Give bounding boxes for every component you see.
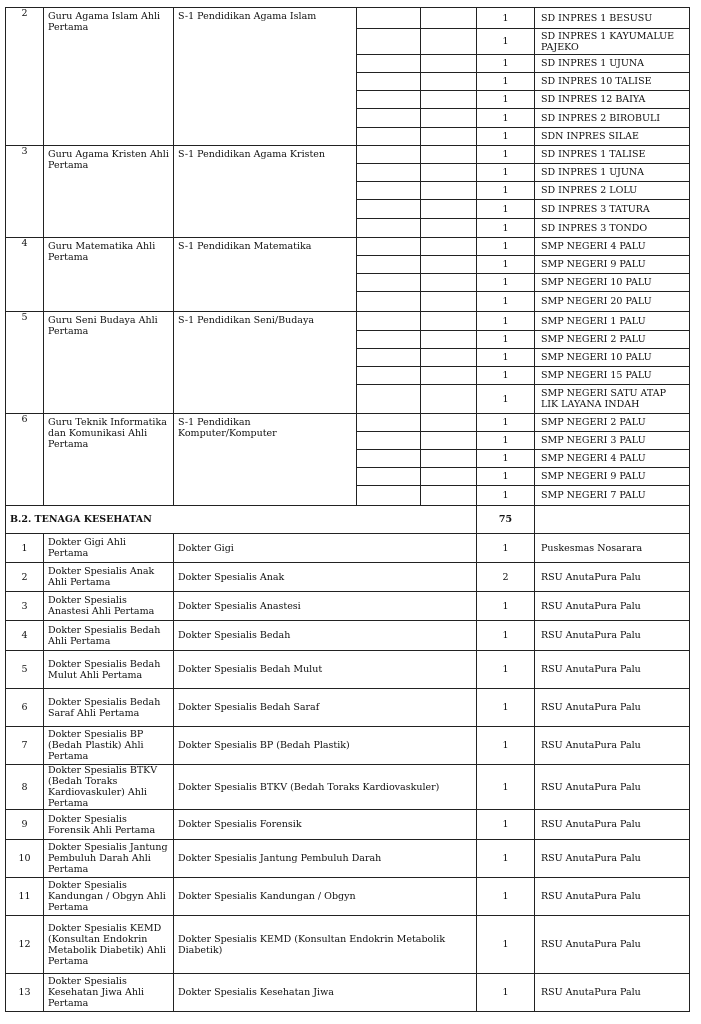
- quantity-cell: 1: [477, 182, 535, 200]
- jabatan-cell: Dokter Spesialis Bedah Ahli Pertama: [44, 621, 174, 651]
- location-cell: SMP NEGERI 10 PALU: [535, 349, 690, 367]
- empty-cell: [357, 367, 421, 385]
- quantity-cell: 1: [477, 109, 535, 128]
- empty-cell: [421, 450, 477, 468]
- quantity-cell: 1: [477, 238, 535, 256]
- location-cell: SMP NEGERI 15 PALU: [535, 367, 690, 385]
- table-row: [6, 238, 690, 256]
- quantity-cell: 1: [477, 414, 535, 432]
- quantity-cell: 1: [477, 810, 535, 840]
- table-row: [6, 727, 690, 765]
- kualifikasi-cell: Dokter Spesialis Anastesi: [174, 592, 477, 621]
- quantity-cell: 1: [477, 164, 535, 182]
- quantity-cell: 1: [477, 128, 535, 146]
- empty-cell: [421, 331, 477, 349]
- empty-cell: [357, 468, 421, 486]
- jabatan-cell: Dokter Spesialis BP (Bedah Plastik) Ahli Pertama: [44, 727, 174, 765]
- kualifikasi-cell: Dokter Spesialis Bedah Mulut: [174, 651, 477, 689]
- jabatan-cell: Guru Seni Budaya Ahli Pertama: [44, 312, 174, 414]
- kualifikasi-cell: Dokter Spesialis KEMD (Konsultan Endokrin Metabolik Diabetik): [174, 916, 477, 974]
- kualifikasi-cell: S-1 Pendidikan Agama Kristen: [174, 146, 357, 238]
- location-cell: SMP NEGERI 2 PALU: [535, 414, 690, 432]
- empty-cell: [421, 55, 477, 73]
- empty-cell: [421, 274, 477, 292]
- row-number: 3: [6, 592, 44, 621]
- empty-cell: [357, 8, 421, 29]
- location-cell: SD INPRES 10 TALISE: [535, 73, 690, 91]
- empty-cell: [421, 164, 477, 182]
- empty-cell: [357, 219, 421, 238]
- empty-cell: [357, 274, 421, 292]
- kualifikasi-cell: Dokter Spesialis Jantung Pembuluh Darah: [174, 840, 477, 878]
- table-row: [6, 414, 690, 432]
- row-number: 2: [6, 8, 44, 146]
- empty-cell: [421, 385, 477, 414]
- jabatan-cell: Dokter Spesialis KEMD (Konsultan Endokrin Metabolik Diabetik) Ahli Pertama: [44, 916, 174, 974]
- kualifikasi-cell: S-1 Pendidikan Seni/Budaya: [174, 312, 357, 414]
- location-cell: RSU AnutaPura Palu: [535, 651, 690, 689]
- empty-cell: [357, 91, 421, 109]
- empty-cell: [421, 238, 477, 256]
- kualifikasi-cell: S-1 Pendidikan Komputer/Komputer: [174, 414, 357, 506]
- formasi-table: [5, 7, 690, 1012]
- row-number: 1: [6, 534, 44, 563]
- empty-cell: [421, 312, 477, 331]
- empty-cell: [421, 8, 477, 29]
- table-row: [6, 563, 690, 592]
- table-row: [6, 592, 690, 621]
- jabatan-cell: Guru Matematika Ahli Pertama: [44, 238, 174, 312]
- table-row: [6, 312, 690, 331]
- table-row: [6, 146, 690, 164]
- kualifikasi-cell: Dokter Spesialis Forensik: [174, 810, 477, 840]
- kualifikasi-cell: Dokter Spesialis Anak: [174, 563, 477, 592]
- quantity-cell: 1: [477, 55, 535, 73]
- table-row: [6, 810, 690, 840]
- location-cell: SD INPRES 3 TATURA: [535, 200, 690, 219]
- quantity-cell: 1: [477, 292, 535, 312]
- quantity-cell: 1: [477, 840, 535, 878]
- empty-cell: [421, 349, 477, 367]
- quantity-cell: 1: [477, 534, 535, 563]
- quantity-cell: 1: [477, 29, 535, 55]
- quantity-cell: 1: [477, 219, 535, 238]
- jabatan-cell: Guru Agama Islam Ahli Pertama: [44, 8, 174, 146]
- location-cell: RSU AnutaPura Palu: [535, 840, 690, 878]
- table-row: [6, 689, 690, 727]
- location-cell: SMP NEGERI 4 PALU: [535, 238, 690, 256]
- jabatan-cell: Dokter Spesialis Anastesi Ahli Pertama: [44, 592, 174, 621]
- location-cell: SMP NEGERI 2 PALU: [535, 331, 690, 349]
- jabatan-cell: Guru Teknik Informatika dan Komunikasi Ahli Pertama: [44, 414, 174, 506]
- quantity-cell: 1: [477, 91, 535, 109]
- empty-cell: [357, 29, 421, 55]
- jabatan-cell: Dokter Gigi Ahli Pertama: [44, 534, 174, 563]
- location-cell: SD INPRES 2 LOLU: [535, 182, 690, 200]
- quantity-cell: 1: [477, 8, 535, 29]
- empty-cell: [357, 414, 421, 432]
- section-total: 75: [477, 506, 535, 534]
- empty-cell: [357, 55, 421, 73]
- location-cell: SD INPRES 1 UJUNA: [535, 55, 690, 73]
- empty-cell: [357, 486, 421, 506]
- table-row: [6, 651, 690, 689]
- quantity-cell: 1: [477, 468, 535, 486]
- location-cell: SMP NEGERI 7 PALU: [535, 486, 690, 506]
- quantity-cell: 1: [477, 432, 535, 450]
- table-row: [6, 8, 690, 29]
- location-cell: SMP NEGERI 20 PALU: [535, 292, 690, 312]
- empty-cell: [421, 414, 477, 432]
- location-cell: SD INPRES 1 BESUSU: [535, 8, 690, 29]
- section-title: B.2. TENAGA KESEHATAN: [6, 506, 477, 534]
- jabatan-cell: Dokter Spesialis Kandungan / Obgyn Ahli Pertama: [44, 878, 174, 916]
- quantity-cell: 1: [477, 450, 535, 468]
- row-number: 13: [6, 974, 44, 1012]
- quantity-cell: 1: [477, 385, 535, 414]
- row-number: 3: [6, 146, 44, 238]
- empty-cell: [421, 486, 477, 506]
- empty-cell: [535, 506, 690, 534]
- location-cell: SMP NEGERI 9 PALU: [535, 468, 690, 486]
- location-cell: SMP NEGERI SATU ATAP LIK LAYANA INDAH: [535, 385, 690, 414]
- empty-cell: [357, 385, 421, 414]
- empty-cell: [421, 219, 477, 238]
- row-number: 12: [6, 916, 44, 974]
- quantity-cell: 1: [477, 486, 535, 506]
- empty-cell: [421, 432, 477, 450]
- kualifikasi-cell: S-1 Pendidikan Agama Islam: [174, 8, 357, 146]
- quantity-cell: 2: [477, 563, 535, 592]
- location-cell: RSU AnutaPura Palu: [535, 916, 690, 974]
- location-cell: SDN INPRES SILAE: [535, 128, 690, 146]
- location-cell: SMP NEGERI 1 PALU: [535, 312, 690, 331]
- table-row: [6, 974, 690, 1012]
- jabatan-cell: Dokter Spesialis Kesehatan Jiwa Ahli Pertama: [44, 974, 174, 1012]
- kualifikasi-cell: Dokter Spesialis Kandungan / Obgyn: [174, 878, 477, 916]
- empty-cell: [421, 128, 477, 146]
- row-number: 11: [6, 878, 44, 916]
- location-cell: SD INPRES 2 BIROBULI: [535, 109, 690, 128]
- quantity-cell: 1: [477, 312, 535, 331]
- quantity-cell: 1: [477, 592, 535, 621]
- kualifikasi-cell: Dokter Spesialis BP (Bedah Plastik): [174, 727, 477, 765]
- row-number: 9: [6, 810, 44, 840]
- quantity-cell: 1: [477, 367, 535, 385]
- location-cell: SD INPRES 1 UJUNA: [535, 164, 690, 182]
- empty-cell: [357, 73, 421, 91]
- kualifikasi-cell: Dokter Spesialis Bedah: [174, 621, 477, 651]
- location-cell: SMP NEGERI 9 PALU: [535, 256, 690, 274]
- empty-cell: [421, 367, 477, 385]
- quantity-cell: 1: [477, 621, 535, 651]
- quantity-cell: 1: [477, 689, 535, 727]
- quantity-cell: 1: [477, 146, 535, 164]
- row-number: 7: [6, 727, 44, 765]
- quantity-cell: 1: [477, 765, 535, 810]
- kualifikasi-cell: Dokter Spesialis Bedah Saraf: [174, 689, 477, 727]
- quantity-cell: 1: [477, 651, 535, 689]
- location-cell: SMP NEGERI 4 PALU: [535, 450, 690, 468]
- empty-cell: [421, 292, 477, 312]
- empty-cell: [357, 200, 421, 219]
- table-row: [6, 621, 690, 651]
- quantity-cell: 1: [477, 878, 535, 916]
- empty-cell: [357, 164, 421, 182]
- empty-cell: [357, 256, 421, 274]
- location-cell: RSU AnutaPura Palu: [535, 621, 690, 651]
- empty-cell: [357, 312, 421, 331]
- jabatan-cell: Dokter Spesialis Bedah Saraf Ahli Pertama: [44, 689, 174, 727]
- row-number: 4: [6, 621, 44, 651]
- empty-cell: [421, 73, 477, 91]
- row-number: 5: [6, 651, 44, 689]
- quantity-cell: 1: [477, 727, 535, 765]
- empty-cell: [421, 29, 477, 55]
- kualifikasi-cell: Dokter Gigi: [174, 534, 477, 563]
- jabatan-cell: Dokter Spesialis Jantung Pembuluh Darah Ahli Pertama: [44, 840, 174, 878]
- location-cell: RSU AnutaPura Palu: [535, 974, 690, 1012]
- row-number: 6: [6, 689, 44, 727]
- location-cell: RSU AnutaPura Palu: [535, 878, 690, 916]
- row-number: 6: [6, 414, 44, 506]
- location-cell: SMP NEGERI 10 PALU: [535, 274, 690, 292]
- empty-cell: [421, 468, 477, 486]
- jabatan-cell: Dokter Spesialis Bedah Mulut Ahli Pertama: [44, 651, 174, 689]
- empty-cell: [357, 292, 421, 312]
- quantity-cell: 1: [477, 331, 535, 349]
- empty-cell: [421, 146, 477, 164]
- quantity-cell: 1: [477, 274, 535, 292]
- location-cell: RSU AnutaPura Palu: [535, 765, 690, 810]
- location-cell: SD INPRES 1 TALISE: [535, 146, 690, 164]
- location-cell: RSU AnutaPura Palu: [535, 810, 690, 840]
- row-number: 2: [6, 563, 44, 592]
- empty-cell: [357, 450, 421, 468]
- empty-cell: [421, 91, 477, 109]
- location-cell: RSU AnutaPura Palu: [535, 563, 690, 592]
- quantity-cell: 1: [477, 73, 535, 91]
- jabatan-cell: Guru Agama Kristen Ahli Pertama: [44, 146, 174, 238]
- jabatan-cell: Dokter Spesialis BTKV (Bedah Toraks Kardiovaskuler) Ahli Pertama: [44, 765, 174, 810]
- row-number: 4: [6, 238, 44, 312]
- empty-cell: [421, 200, 477, 219]
- quantity-cell: 1: [477, 200, 535, 219]
- jabatan-cell: Dokter Spesialis Forensik Ahli Pertama: [44, 810, 174, 840]
- empty-cell: [357, 128, 421, 146]
- table-row: [6, 765, 690, 810]
- quantity-cell: 1: [477, 974, 535, 1012]
- table-row: [6, 534, 690, 563]
- table-row: [6, 840, 690, 878]
- empty-cell: [357, 182, 421, 200]
- kualifikasi-cell: Dokter Spesialis Kesehatan Jiwa: [174, 974, 477, 1012]
- location-cell: RSU AnutaPura Palu: [535, 689, 690, 727]
- empty-cell: [357, 109, 421, 128]
- location-cell: SD INPRES 1 KAYUMALUE PAJEKO: [535, 29, 690, 55]
- location-cell: RSU AnutaPura Palu: [535, 727, 690, 765]
- table-row: [6, 916, 690, 974]
- kualifikasi-cell: S-1 Pendidikan Matematika: [174, 238, 357, 312]
- empty-cell: [421, 109, 477, 128]
- empty-cell: [357, 331, 421, 349]
- location-cell: SD INPRES 12 BAIYA: [535, 91, 690, 109]
- location-cell: SD INPRES 3 TONDO: [535, 219, 690, 238]
- row-number: 10: [6, 840, 44, 878]
- jabatan-cell: Dokter Spesialis Anak Ahli Pertama: [44, 563, 174, 592]
- quantity-cell: 1: [477, 256, 535, 274]
- quantity-cell: 1: [477, 916, 535, 974]
- empty-cell: [357, 238, 421, 256]
- section-header-row: [6, 506, 690, 534]
- kualifikasi-cell: Dokter Spesialis BTKV (Bedah Toraks Kardiovaskuler): [174, 765, 477, 810]
- table-row: [6, 878, 690, 916]
- empty-cell: [421, 256, 477, 274]
- row-number: 8: [6, 765, 44, 810]
- location-cell: Puskesmas Nosarara: [535, 534, 690, 563]
- empty-cell: [357, 349, 421, 367]
- empty-cell: [357, 432, 421, 450]
- empty-cell: [421, 182, 477, 200]
- location-cell: RSU AnutaPura Palu: [535, 592, 690, 621]
- row-number: 5: [6, 312, 44, 414]
- location-cell: SMP NEGERI 3 PALU: [535, 432, 690, 450]
- quantity-cell: 1: [477, 349, 535, 367]
- empty-cell: [357, 146, 421, 164]
